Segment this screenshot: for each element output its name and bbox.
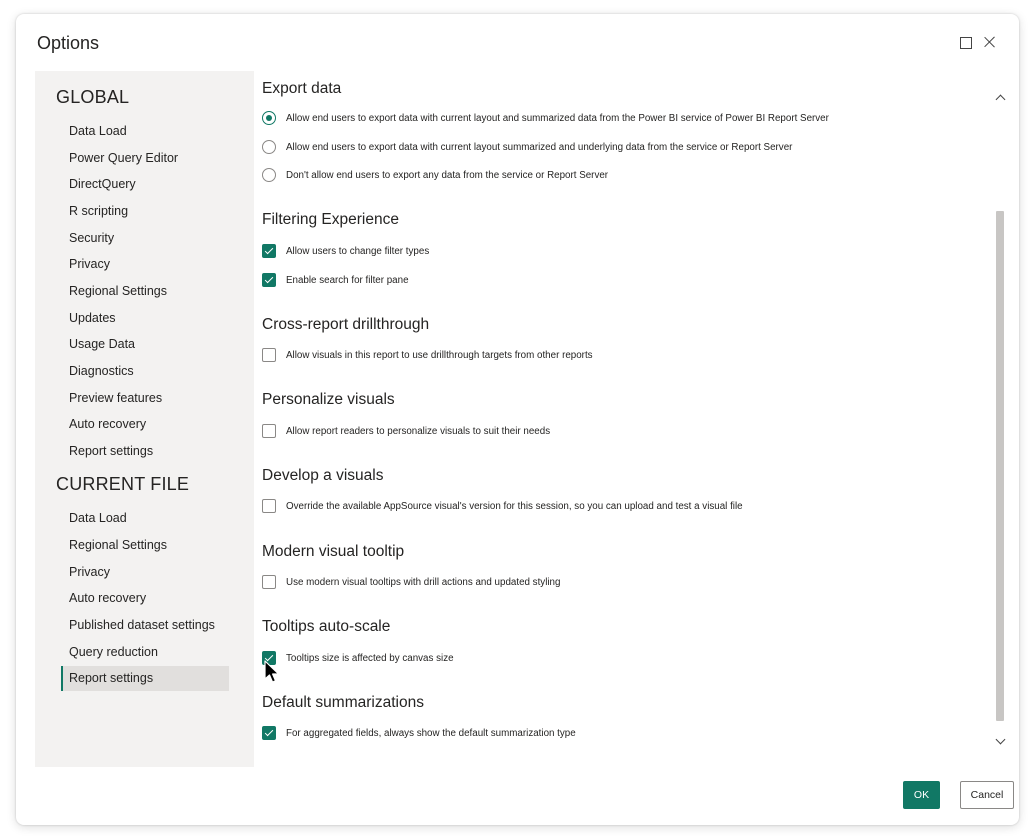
nav-heading-current-file: CURRENT FILE	[56, 474, 190, 494]
nav-item-file-auto-recovery[interactable]: Auto recovery	[69, 591, 147, 605]
maximize-icon[interactable]	[957, 33, 975, 51]
scroll-up-icon[interactable]	[995, 93, 1005, 103]
summarizations-option[interactable]: For aggregated fields, always show the default summarization type	[262, 725, 576, 741]
dialog-title: Options	[37, 33, 100, 53]
cancel-button[interactable]: Cancel	[960, 781, 1014, 809]
nav-item-file-data-load[interactable]: Data Load	[69, 511, 127, 525]
nav-item-regional-settings[interactable]: Regional Settings	[69, 284, 167, 298]
options-dialog	[16, 14, 1019, 825]
nav-item-file-privacy[interactable]: Privacy	[69, 565, 110, 579]
mouse-pointer-icon	[263, 660, 281, 684]
radio-button[interactable]	[262, 111, 276, 125]
develop-option[interactable]: Override the available AppSource visual's version for this session, so you can upload and test a visual file	[262, 498, 743, 514]
options-nav	[35, 71, 254, 767]
section-title-personalize: Personalize visuals	[262, 391, 395, 408]
nav-item-preview-features[interactable]: Preview features	[69, 391, 163, 405]
section-title-export-data: Export data	[262, 80, 342, 97]
nav-item-updates[interactable]: Updates	[69, 311, 116, 325]
filter-change-types-option[interactable]: Allow users to change filter types	[262, 243, 429, 259]
checkbox[interactable]	[262, 424, 276, 438]
close-icon[interactable]	[981, 33, 999, 51]
scroll-thumb[interactable]	[996, 211, 1004, 721]
nav-item-auto-recovery[interactable]: Auto recovery	[69, 417, 147, 431]
section-title-autoscale: Tooltips auto-scale	[262, 618, 391, 635]
nav-item-data-load[interactable]: Data Load	[69, 124, 127, 138]
tooltip-option[interactable]: Use modern visual tooltips with drill actions and updated styling	[262, 574, 560, 590]
radio-button[interactable]	[262, 140, 276, 154]
section-title-drillthrough: Cross-report drillthrough	[262, 316, 430, 333]
nav-item-privacy[interactable]: Privacy	[69, 257, 110, 271]
checkbox[interactable]	[262, 273, 276, 287]
nav-item-usage-data[interactable]: Usage Data	[69, 337, 136, 351]
drillthrough-option[interactable]: Allow visuals in this report to use drillthrough targets from other reports	[262, 347, 593, 363]
export-option-underlying[interactable]: Allow end users to export data with current layout summarized and underlying data from the service or Report Server	[262, 139, 792, 155]
scroll-down-icon[interactable]	[995, 736, 1005, 746]
settings-content	[254, 71, 1000, 767]
nav-item-directquery[interactable]: DirectQuery	[69, 177, 136, 191]
checkbox[interactable]	[262, 244, 276, 258]
radio-button[interactable]	[262, 168, 276, 182]
section-title-filtering: Filtering Experience	[262, 211, 399, 228]
autoscale-option[interactable]: Tooltips size is affected by canvas size	[262, 650, 454, 666]
nav-item-power-query-editor[interactable]: Power Query Editor	[69, 151, 179, 165]
nav-item-file-published-dataset-settings[interactable]: Published dataset settings	[69, 618, 215, 632]
vertical-scrollbar[interactable]	[994, 89, 1006, 749]
checkbox[interactable]	[262, 499, 276, 513]
export-option-summarized[interactable]: Allow end users to export data with current layout and summarized data from the Power BI service of Power BI Report Server	[262, 110, 829, 126]
nav-heading-global: GLOBAL	[56, 87, 130, 107]
checkbox[interactable]	[262, 348, 276, 362]
section-title-tooltip: Modern visual tooltip	[262, 543, 405, 560]
personalize-option[interactable]: Allow report readers to personalize visuals to suit their needs	[262, 423, 550, 439]
section-title-develop: Develop a visuals	[262, 467, 384, 484]
filter-search-option[interactable]: Enable search for filter pane	[262, 272, 409, 288]
checkbox[interactable]	[262, 726, 276, 740]
nav-item-r-scripting[interactable]: R scripting	[69, 204, 129, 218]
nav-item-file-report-settings[interactable]: Report settings	[61, 666, 229, 691]
section-title-summarizations: Default summarizations	[262, 694, 424, 711]
nav-item-diagnostics[interactable]: Diagnostics	[69, 364, 134, 378]
nav-item-file-regional-settings[interactable]: Regional Settings	[69, 538, 167, 552]
ok-button[interactable]: OK	[903, 781, 940, 809]
export-option-none[interactable]: Don't allow end users to export any data from the service or Report Server	[262, 167, 608, 183]
nav-item-security[interactable]: Security	[69, 231, 115, 245]
nav-item-report-settings[interactable]: Report settings	[69, 444, 154, 458]
nav-item-file-query-reduction[interactable]: Query reduction	[69, 645, 158, 659]
checkbox[interactable]	[262, 575, 276, 589]
